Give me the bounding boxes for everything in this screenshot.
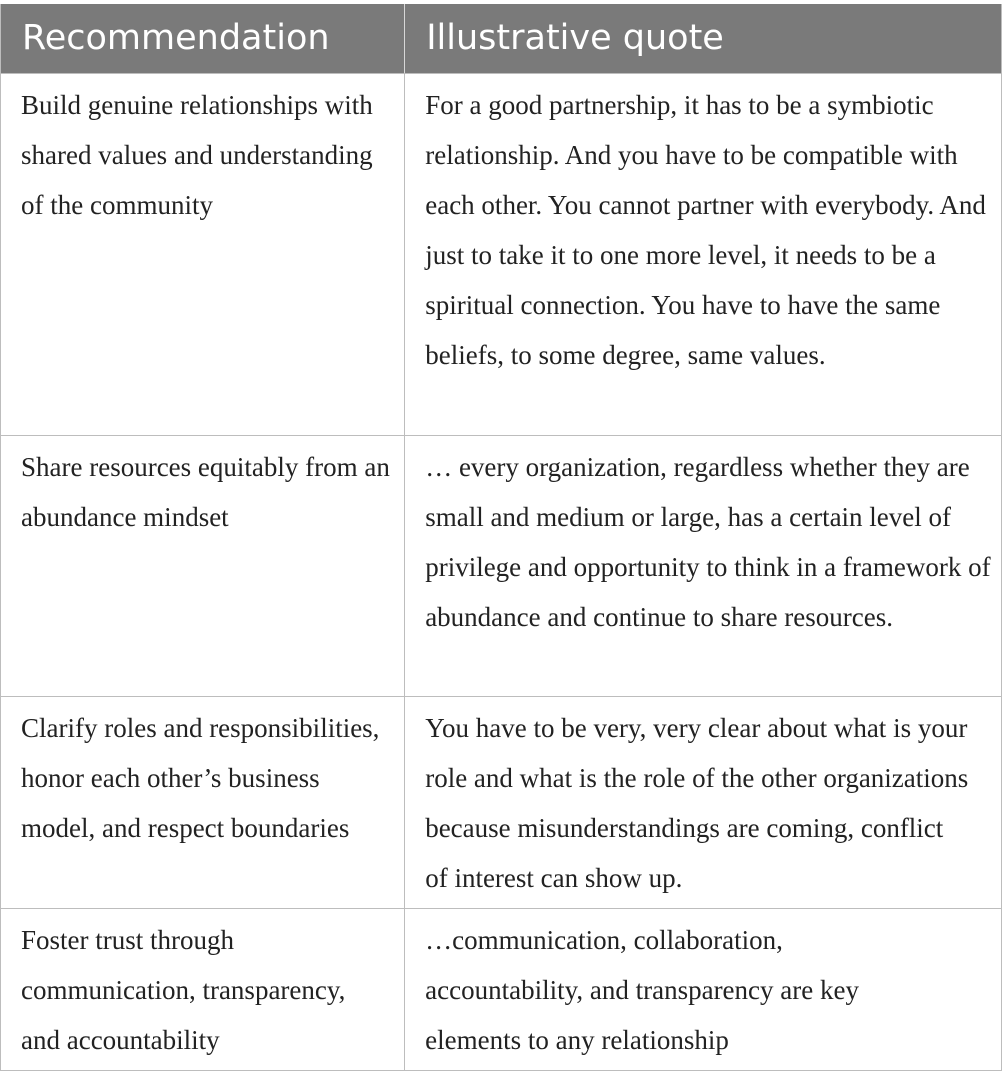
table-row [1,435,1001,696]
table-row [1,696,1001,908]
quote-cell: … every organization, regardless whether they are small and medium or large, has a certain level of privilege and opportunity to think in a framework of abundance and continue to share resources. [425,452,991,632]
recommendation-cell: Foster trust through communication, transparency, and accountability [1,909,405,1070]
quote-cell: For a good partnership, it has to be a symbiotic relationship. And you have to be compatible with each other. You cannot partner with everybody. And just to take it to one more level, it needs to be a spiritual connection. You have to have the same beliefs, to some degree, same values. [425,90,986,370]
recommendation-cell: Share resources equitably from an abundance mindset [1,436,405,696]
table-row [1,908,1001,1070]
quote-cell: You have to be very, very clear about what is your role and what is the role of the other organizations because misunderstandings are coming, conflict of interest can show up. [425,713,969,893]
quote-cell: …communication, collaboration, accountability, and transparency are key elements to any relationship [425,925,859,1055]
header-recommendation: Recommendation [1,4,405,73]
recommendations-table [0,4,1002,1071]
table-row [1,73,1001,435]
table-header-row [1,4,1001,73]
recommendation-cell: Clarify roles and responsibilities, honor each other’s business model, and respect boundaries [1,697,405,908]
recommendation-cell: Build genuine relationships with shared values and understanding of the community [1,74,405,435]
header-illustrative-quote: Illustrative quote [426,18,724,58]
